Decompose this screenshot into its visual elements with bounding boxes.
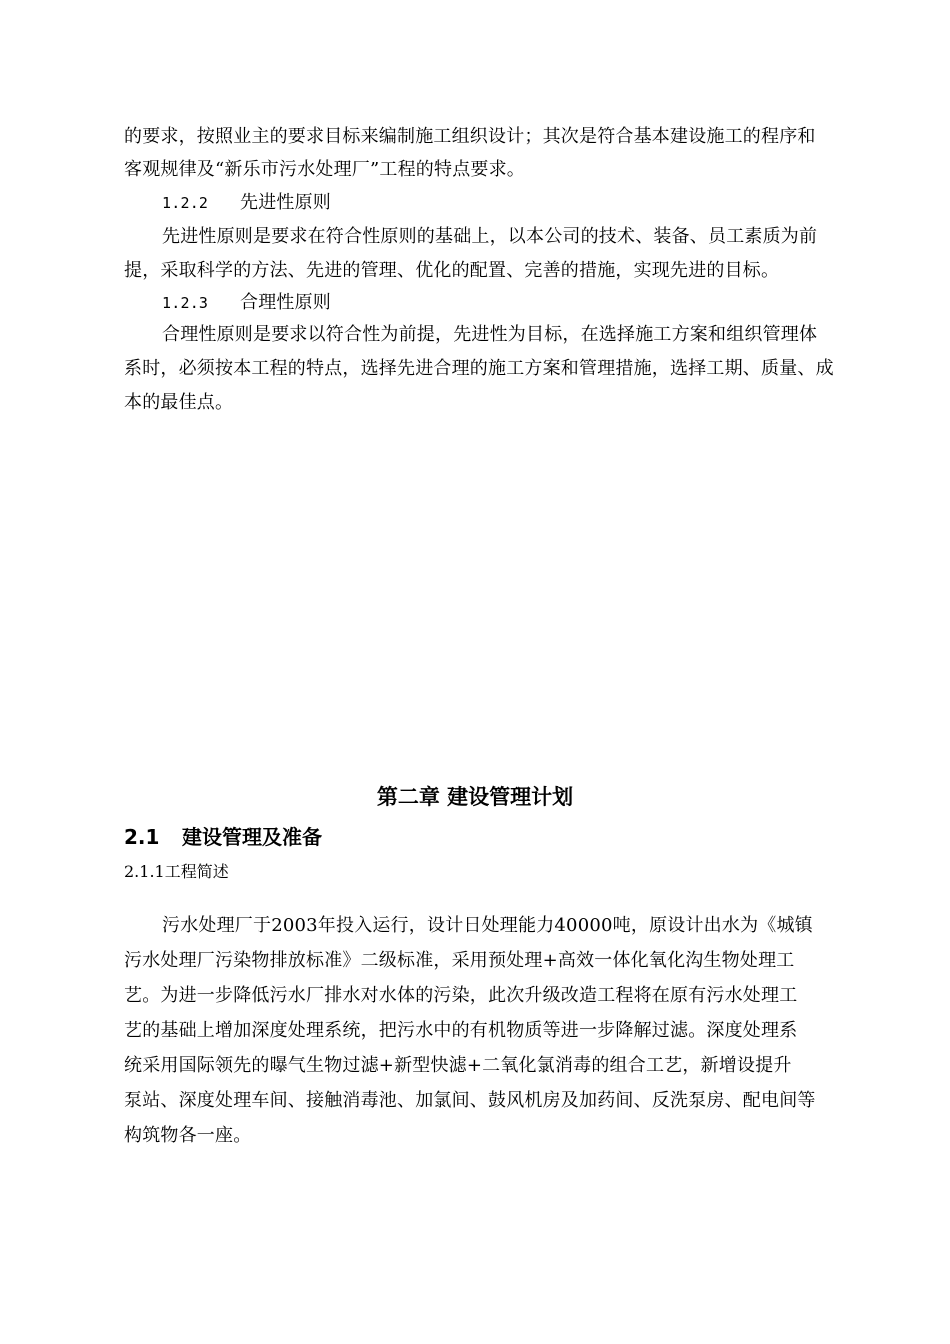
paragraph-line: 艺。为进一步降低污水厂排水对水体的污染，此次升级改造工程将在原有污水处理工 (124, 985, 798, 1006)
paragraph-line: 泵站、深度处理车间、接触消毒池、加氯间、鼓风机房及加药间、反洗泵房、配电间等 (124, 1090, 816, 1111)
subheading-number: 1.2.2 (162, 194, 209, 212)
subsection-heading-2-1-1: 2.1.1工程简述 (124, 862, 229, 881)
paragraph-line: 提，采取科学的方法、先进的管理、优化的配置、完善的措施，实现先进的目标。 (124, 260, 780, 281)
subheading-1-2-3 (162, 286, 331, 320)
section-heading-2-1 (124, 820, 322, 854)
paragraph-line: 污水处理厂于2003年投入运行，设计日处理能力40000吨，原设计出水为《城镇 (162, 915, 813, 936)
paragraph-line: 客观规律及“新乐市污水处理厂”工程的特点要求。 (124, 159, 526, 180)
paragraph-line: 的要求，按照业主的要求目标来编制施工组织设计；其次是符合基本建设施工的程序和 (124, 126, 816, 147)
paragraph-line: 合理性原则是要求以符合性为前提，先进性为目标，在选择施工方案和组织管理体 (162, 324, 818, 345)
subheading-1-2-2 (162, 186, 331, 220)
paragraph-line: 先进性原则是要求在符合性原则的基础上，以本公司的技术、装备、员工素质为前 (162, 226, 818, 247)
section-number: 2.1 (124, 825, 160, 849)
chapter-title: 第二章 建设管理计划 (376, 785, 574, 809)
subheading-title: 先进性原则 (240, 192, 331, 213)
paragraph-line: 构筑物各一座。 (124, 1125, 252, 1146)
subheading-number: 1.2.3 (162, 294, 209, 312)
paragraph-line: 统采用国际领先的曝气生物过滤+新型快滤+二氧化氯消毒的组合工艺，新增设提升 (124, 1055, 792, 1076)
subheading-title: 合理性原则 (240, 292, 331, 313)
paragraph-line: 本的最佳点。 (124, 392, 234, 413)
paragraph-line: 系时，必须按本工程的特点，选择先进合理的施工方案和管理措施，选择工期、质量、成 (124, 358, 834, 379)
section-title: 建设管理及准备 (182, 825, 322, 849)
paragraph-line: 污水处理厂污染物排放标准》二级标准，采用预处理+高效一体化氧化沟生物处理工 (124, 950, 795, 971)
paragraph-line: 艺的基础上增加深度处理系统，把污水中的有机物质等进一步降解过滤。深度处理系 (124, 1020, 798, 1041)
